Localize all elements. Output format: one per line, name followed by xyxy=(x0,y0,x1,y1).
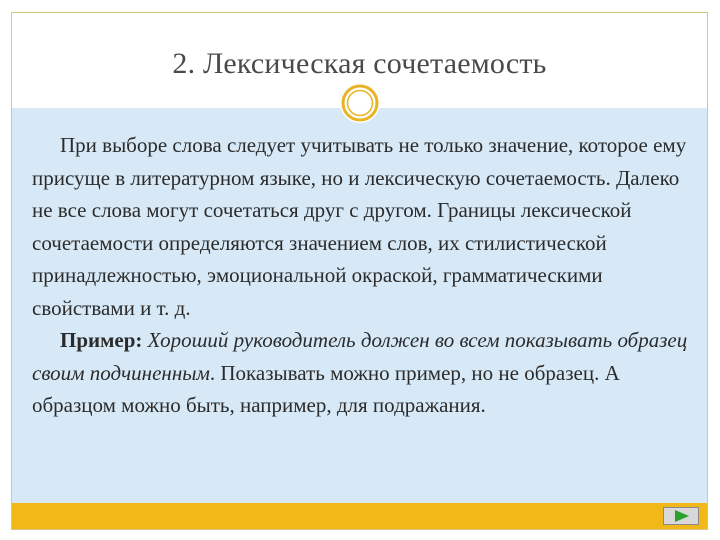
slide-title: 2. Лексическая сочетаемость xyxy=(172,47,547,80)
content-panel xyxy=(12,108,707,503)
example-text: Хороший руководитель должен во всем показывать образец своим подчиненным xyxy=(32,328,688,385)
paragraph-1: При выборе слова следует учитывать не только значение, которое ему присуще в литературном языке, но и лексическую сочетаемость. Далеко не все слова могут сочетаться друг с другом. Границы лексической сочетаемости определяются значением слов, их стилистической принадлежностью, эмоциональной окраской, грамматическими свойствами и т. д. xyxy=(32,133,687,320)
slide xyxy=(11,12,708,530)
slide-body xyxy=(32,129,692,422)
play-arrow-icon xyxy=(675,510,689,522)
example-label: Пример: xyxy=(60,328,143,352)
paragraph-2 xyxy=(32,324,692,422)
next-slide-button[interactable] xyxy=(663,507,699,525)
paragraph-2-rest: . Показывать можно пример, но не образец. А образцом можно быть, например, для подражания. xyxy=(32,360,620,417)
footer-bar xyxy=(12,503,707,529)
ring-icon xyxy=(340,83,380,123)
